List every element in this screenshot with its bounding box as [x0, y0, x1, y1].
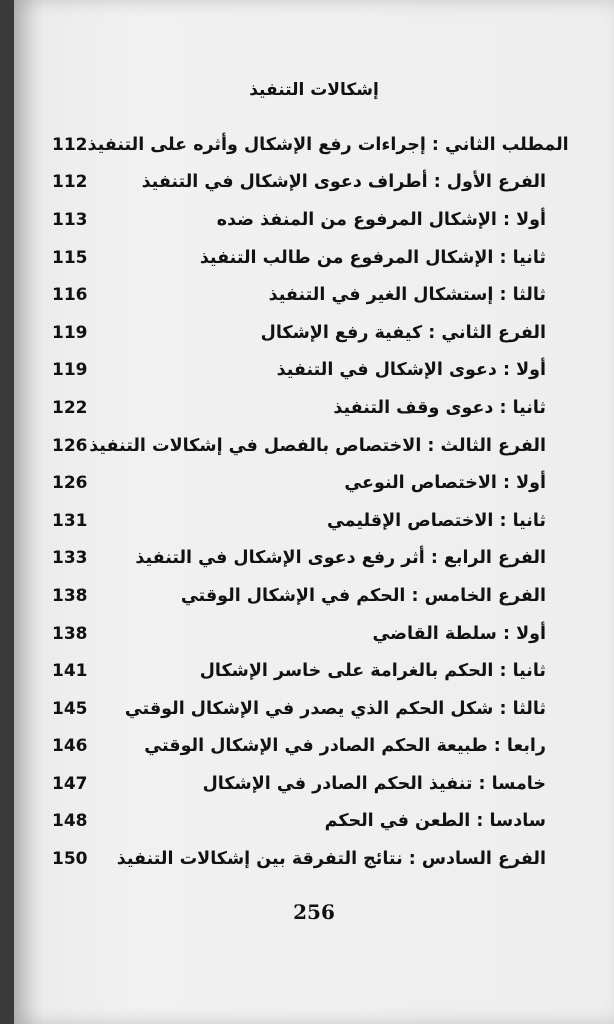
toc-entry-title: الفرع الأول : أطراف دعوى الإشكال في التنفيذ: [141, 172, 546, 193]
toc-entry-title: ثانيا : الحكم بالغرامة على خاسر الإشكال: [199, 661, 546, 682]
toc-page-number: 113: [52, 209, 88, 230]
toc-entry: [52, 201, 546, 239]
toc-page-number: 148: [52, 811, 88, 832]
table-of-contents: [52, 126, 569, 878]
toc-entry: [52, 389, 546, 427]
toc-entry: [52, 577, 546, 615]
toc-entry: [52, 314, 546, 352]
toc-entry: [52, 728, 546, 766]
toc-page-number: 145: [52, 698, 88, 719]
toc-entry-title: الفرع الخامس : الحكم في الإشكال الوقتي: [180, 585, 546, 606]
toc-page-number: 116: [52, 285, 88, 306]
toc-page-number: 147: [52, 773, 88, 794]
toc-page-number: 126: [52, 473, 88, 494]
toc-entry: [52, 276, 546, 314]
toc-entry-title: أولا : دعوى الإشكال في التنفيذ: [276, 360, 546, 381]
toc-page-number: 133: [52, 548, 88, 569]
toc-entry-title: الفرع الثاني : كيفية رفع الإشكال: [260, 322, 546, 343]
toc-entry: [52, 164, 546, 202]
toc-entry-title: أولا : سلطة القاضي: [372, 623, 546, 644]
toc-entry-title: المطلب الثاني : إجراءات رفع الإشكال وأثره على التنفيذ: [87, 134, 569, 155]
toc-entry-title: الفرع الثالث : الاختصاص بالفصل في إشكالات التنفيذ: [89, 435, 546, 456]
toc-page-number: 112: [52, 172, 88, 193]
toc-entry: [52, 464, 546, 502]
toc-entry: [52, 615, 546, 653]
toc-entry: [52, 126, 569, 164]
toc-page-number: 138: [52, 623, 88, 644]
toc-entry-title: أولا : الاختصاص النوعي: [344, 473, 546, 494]
toc-entry-title: ثالثا : شكل الحكم الذي يصدر في الإشكال الوقتي: [124, 698, 546, 719]
book-page: [14, 0, 614, 1024]
toc-page-number: 146: [52, 736, 88, 757]
toc-entry-title: ثانيا : الاختصاص الإقليمي: [326, 510, 546, 531]
toc-page-number: 131: [52, 510, 88, 531]
toc-entry: [52, 840, 546, 878]
page-number: 256: [293, 900, 335, 924]
toc-page-number: 119: [52, 322, 88, 343]
toc-entry-title: الفرع السادس : نتائج التفرقة بين إشكالات التنفيذ: [116, 849, 546, 870]
toc-entry-title: رابعا : طبيعة الحكم الصادر في الإشكال الوقتي: [144, 736, 546, 757]
toc-entry-title: ثانيا : الإشكال المرفوع من طالب التنفيذ: [199, 247, 546, 268]
toc-entry: [52, 690, 546, 728]
toc-entry-title: أولا : الإشكال المرفوع من المنفذ ضده: [216, 209, 546, 230]
toc-page-number: 115: [52, 247, 88, 268]
toc-page-number: 126: [52, 435, 88, 456]
toc-entry: [52, 427, 546, 465]
toc-entry: [52, 352, 546, 390]
toc-entry: [52, 502, 546, 540]
toc-entry-title: سادسا : الطعن في الحكم: [324, 811, 546, 832]
running-header: إشكالات التنفيذ: [249, 80, 379, 100]
toc-entry: [52, 540, 546, 578]
toc-entry-title: ثانيا : دعوى وقف التنفيذ: [333, 397, 546, 418]
toc-entry-title: خامسا : تنفيذ الحكم الصادر في الإشكال: [202, 773, 546, 794]
toc-entry: [52, 239, 546, 277]
toc-page-number: 150: [52, 849, 88, 870]
toc-entry: [52, 765, 546, 803]
toc-entry: [52, 803, 546, 841]
toc-entry-title: ثالثا : إستشكال الغير في التنفيذ: [268, 285, 546, 306]
toc-entry: [52, 652, 546, 690]
toc-page-number: 138: [52, 585, 88, 606]
toc-page-number: 141: [52, 661, 88, 682]
toc-page-number: 119: [52, 360, 88, 381]
toc-page-number: 112: [52, 134, 88, 155]
toc-entry-title: الفرع الرابع : أثر رفع دعوى الإشكال في التنفيذ: [135, 548, 546, 569]
toc-page-number: 122: [52, 397, 88, 418]
